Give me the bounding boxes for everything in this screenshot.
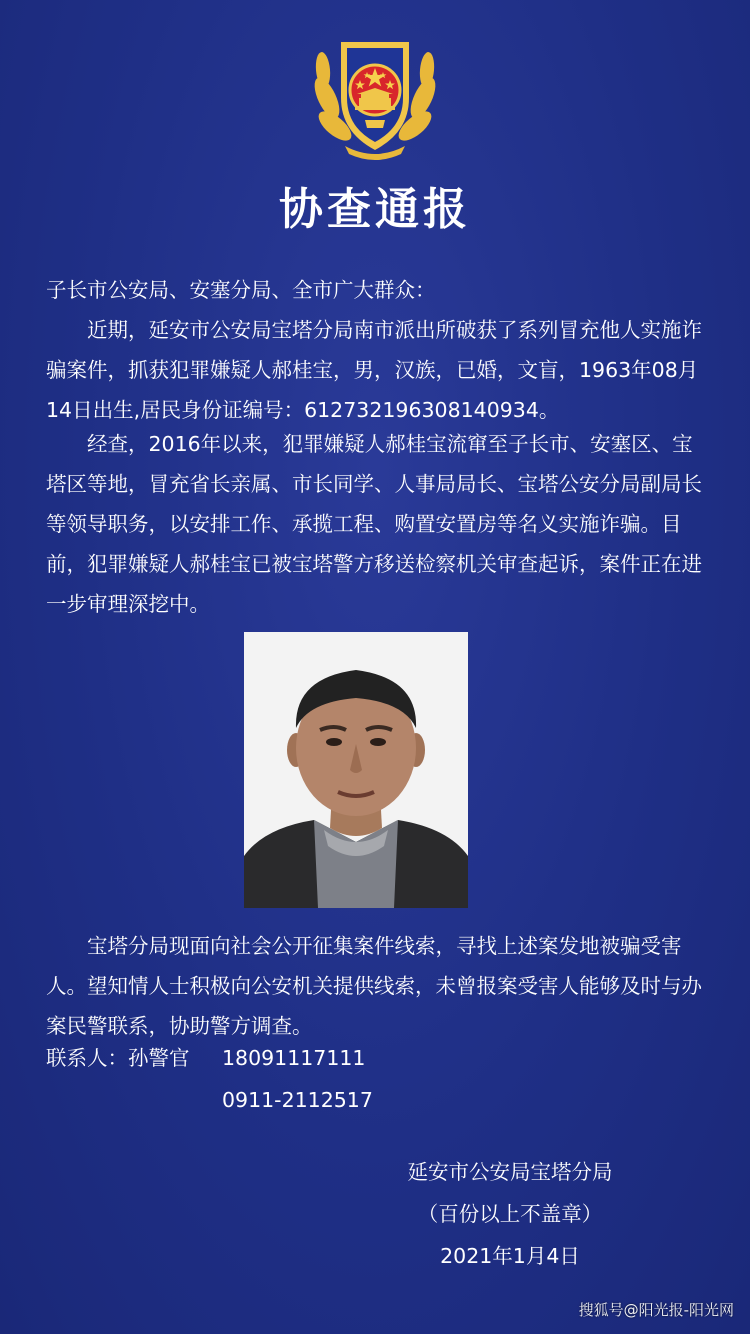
watermark-text: 搜狐号@阳光报-阳光网 — [578, 1301, 734, 1319]
contact-line — [46, 1038, 365, 1078]
contact-phone-landline: 0911-2112517 — [222, 1088, 373, 1112]
signature-organization: 延安市公安局宝塔分局 — [407, 1160, 613, 1184]
police-emblem-icon — [305, 28, 445, 168]
signature-note: （百份以上不盖章） — [417, 1202, 603, 1226]
contact-person: 联系人：孙警官 — [46, 1046, 190, 1070]
notice-paragraph-3: 宝塔分局现面向社会公开征集案件线索，寻找上述案发地被骗受害人。望知情人士积极向公安机关提供线索，未曾报案受害人能够及时与办案民警联系，协助警方调查。 — [46, 934, 702, 1038]
suspect-portrait — [244, 632, 468, 908]
contact-phone-mobile: 18091117111 — [222, 1046, 366, 1070]
notice-paragraph-2: 经查，2016年以来，犯罪嫌疑人郝桂宝流窜至子长市、安塞区、宝塔区等地，冒充省长亲属、市长同学、人事局局长、宝塔公安分局副局长等领导职务，以安排工作、承揽工程、购置安置房等名义实施诈骗。目前，犯罪嫌疑人郝桂宝已被宝塔警方移送检察机关审查起诉，案件正在进一步审理深挖中。 — [46, 432, 702, 616]
notice-addressee: 子长市公安局、安塞分局、全市广大群众： — [46, 278, 436, 302]
signature-date: 2021年1月4日 — [440, 1244, 580, 1268]
notice-paragraph-1: 近期，延安市公安局宝塔分局南市派出所破获了系列冒充他人实施诈骗案件，抓获犯罪嫌疑人郝桂宝，男，汉族，已婚，文盲，1963年08月14日出生,居民身份证编号：612732196308140934。 — [46, 318, 702, 422]
suspect-photo — [244, 632, 468, 908]
notice-title: 协查通报 — [279, 184, 471, 235]
